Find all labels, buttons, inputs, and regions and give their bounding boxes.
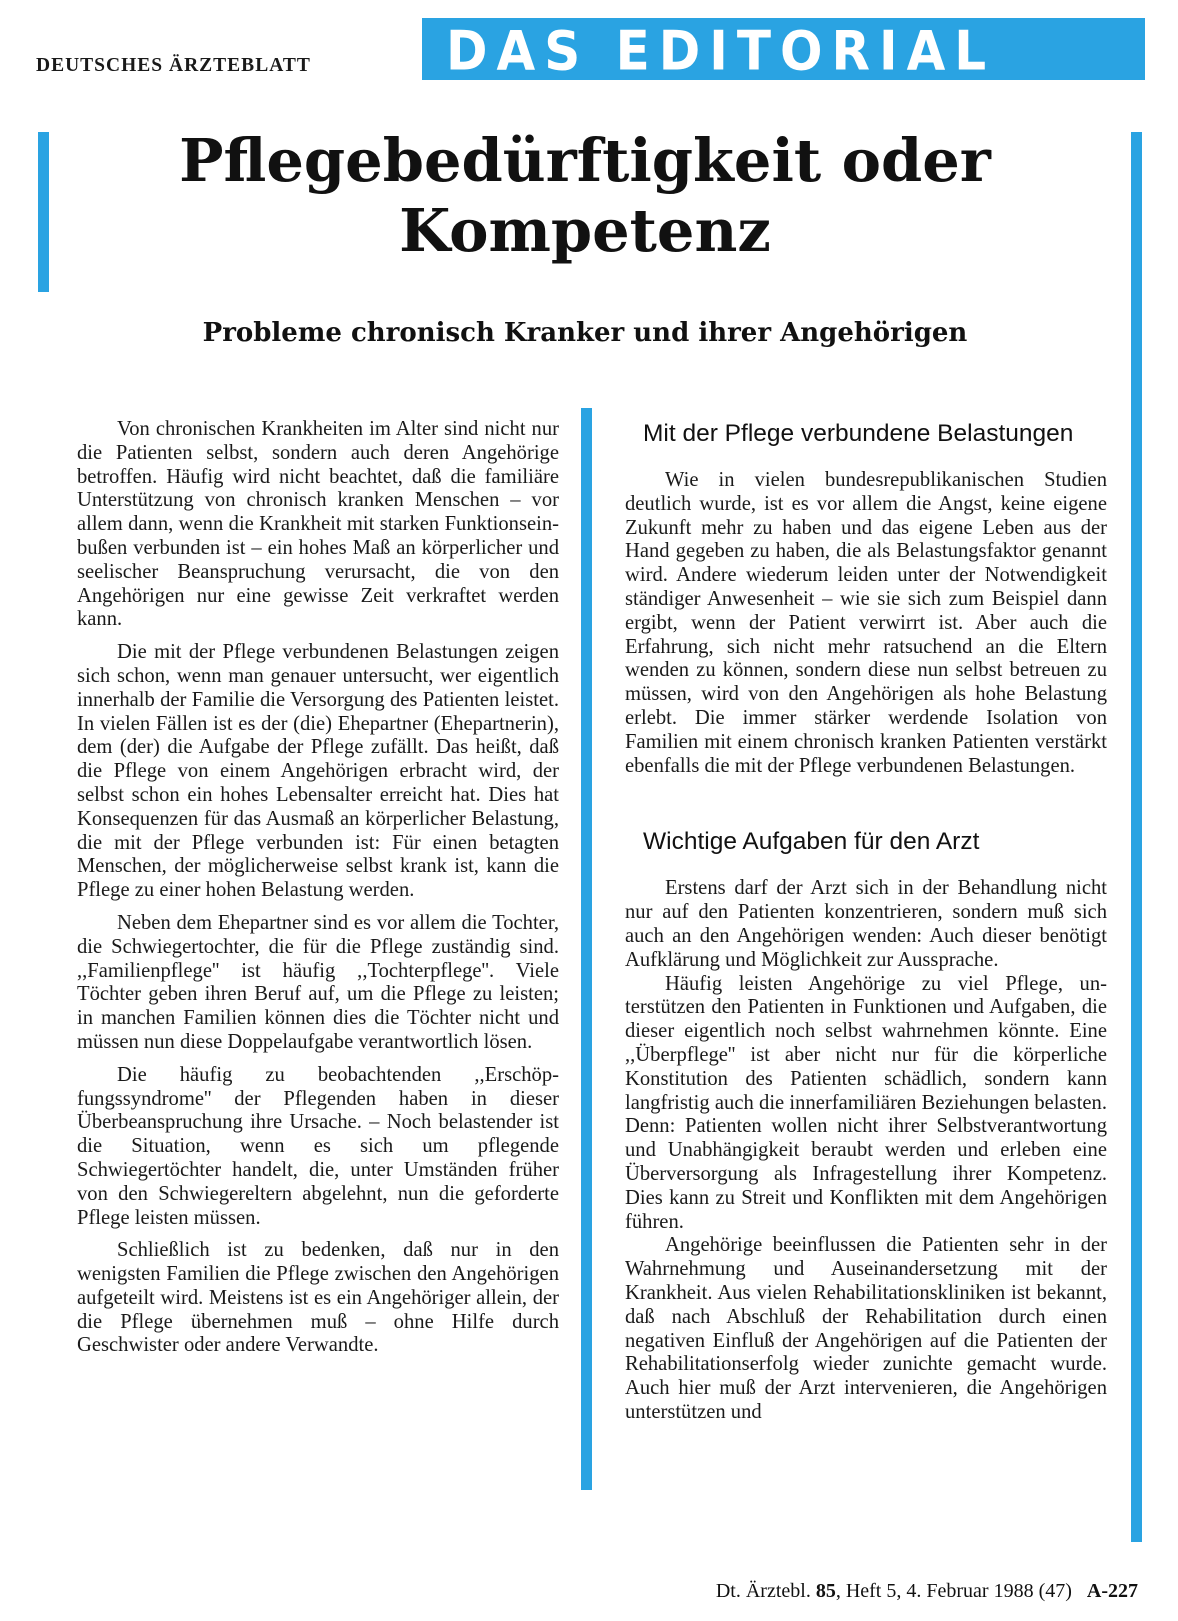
section-heading-burdens: Mit der Pflege verbundene Belastungen (643, 420, 1074, 447)
section-heading-doctor-tasks: Wichtige Aufgaben für den Arzt (643, 828, 980, 856)
footer-journal: Dt. Ärztebl. (715, 1580, 811, 1602)
banner-label: DAS EDITORIAL (446, 20, 996, 83)
footer-page-number: A-227 (1086, 1580, 1138, 1602)
paragraph: Wie in vielen bundesrepublikanischen Studien deutlich wurde, ist es vor allem die Angst, keine eigene Zukunft mehr zu haben und das eigene Leben aus der Hand gegeben zu haben, die als Belastungsfaktor genannt wird. Andere wiederum leiden unter der Notwendigkeit ständiger Anwesenheit – wie sie sich zum Beispiel dann ergibt, wenn der Patient verwirrt ist. Aber auch die Erfahrung, sich nicht mehr ratsuchend an die Eltern wenden zu können, sondern diese nun selbst betreuen zu müssen, wird von den Angehörigen als hohe Belastung erlebt. Die immer stärker werdende Isolation von Familien mit einem chronisch kranken Patienten verstärkt ebenfalls die mit der Pflege verbundenen Belastungen. (625, 469, 1107, 777)
footer-issue-date: , Heft 5, 4. Februar 1988 (47) (835, 1580, 1072, 1602)
article-title (80, 126, 1090, 266)
paragraph: Erstens darf der Arzt sich in der Behandlung nicht nur auf den Patienten konzentrieren, sondern muß sich auch an den Angehörigen wenden: Auch dieser benötigt Aufklärung und Möglichkeit zur Aussprache. (625, 877, 1107, 971)
page-footer (716, 1580, 1138, 1603)
paragraph: Häufig leisten Angehörige zu viel Pflege, unterstützen den Patienten in Funktionen und Aufgaben, die dieser eigentlich noch selbst wahrnehmen könnte. Eine ,,Überpflege'' ist aber nicht nur für die körperliche Konstitution des Patienten schädlich, sondern kann langfristig auch die innerfamiliären Beziehungen belasten. Denn: Patienten wollen nicht ihrer Selbstverantwortung und Unabhängigkeit beraubt werden und erleben eine Überversorgung als Infragestellung ihrer Kompetenz. Dies kann zu Streit und Konflikten mit dem Angehörigen führen. (625, 972, 1107, 1233)
right-accent-bar (1131, 132, 1142, 1542)
paragraph: Schließlich ist zu bedenken, daß nur in den wenigsten Familien die Pflege zwischen den Angehörigen aufgeteilt wird. Meistens ist es ein Angehöriger allein, der die Pflege übernehmen muß – ohne Hilfe durch Geschwister oder andere Verwandte. (77, 1239, 559, 1357)
left-accent-bar (38, 132, 49, 292)
paragraph: Von chronischen Krankheiten im Alter sind nicht nur die Patienten selbst, sondern auch deren Angehörige betroffen. Häufig wird nicht beachtet, daß die familiäre Unterstützung von chronisch kranken Menschen – vor allem dann, wenn die Krankheit mit starken Funktionseinbußen verbunden ist – ein hohes Maß an körperlicher und seelischer Beanspruchung verursacht, die von den Angehörigen nur eine gewisse Zeit verkraftet werden kann. (77, 418, 559, 631)
editorial-banner (422, 18, 1145, 83)
right-column (625, 418, 1107, 1425)
column-divider-bar (581, 408, 592, 1490)
paragraph: Die mit der Pflege verbundenen Belastungen zeigen sich schon, wenn man genauer untersucht, wer eigentlich innerhalb der Familie die Versorgung des Patienten leistet. In vielen Fällen ist es der (die) Ehepartner (Ehepartnerin), dem (der) die Aufgabe der Pflege zufällt. Das heißt, daß die Pflege von einem Angehörigen erbracht wird, der selbst schon ein hohes Lebensalter erreicht hat. Dies hat Konsequenzen für das Ausmaß an körperlicher Belastung, die mit der Pflege verbunden ist: Für einen betagten Menschen, der möglicherweise selbst krank ist, kann die Pflege zu einer hohen Belastung werden. (77, 641, 559, 902)
title-line-1: Pflegebedürftigkeit oder (179, 126, 991, 195)
paragraph: Die häufig zu beobachtenden ,,Erschöpfungssyndrome'' der Pflegenden haben in dieser Überbeanspruchung ihre Ursache. – Noch belastender ist die Situation, wenn es sich um pflegende Schwiegertöchter handelt, die, unter Umständen früher von den Schwiegereltern abgelehnt, nun die geforderte Pflege leisten müssen. (77, 1063, 559, 1229)
title-line-2: Kompetenz (399, 196, 771, 265)
paragraph: Neben dem Ehepartner sind es vor allem die Tochter, die Schwiegertochter, die für die Pflege zuständig sind. ,,Familienpflege'' ist häufig ,,Tochterpflege''. Viele Töchter geben ihren Beruf auf, um die Pflege zu leisten; in manchen Familien können dies die Töchter nicht und müssen nun diese Doppelaufgabe verantwortlich lösen. (77, 911, 559, 1053)
paragraph: Angehörige beeinflussen die Patienten sehr in der Wahrnehmung und Auseinandersetzung mit der Krankheit. Aus vielen Rehabilitationskliniken ist bekannt, daß nach Abschluß der Rehabilitation durch einen negativen Einfluß der Angehörigen auf die Patienten der Rehabilitationserfolg wieder zunichte gemacht wurde. Auch hier muß der Arzt intervenieren, die Angehörigen unterstützen und (625, 1234, 1107, 1423)
article-subtitle: Probleme chronisch Kranker und ihrer Angehörigen (202, 318, 968, 348)
footer-volume: 85 (815, 1580, 836, 1602)
left-column (77, 418, 559, 1358)
masthead: DEUTSCHES ÄRZTEBLATT (36, 55, 311, 76)
